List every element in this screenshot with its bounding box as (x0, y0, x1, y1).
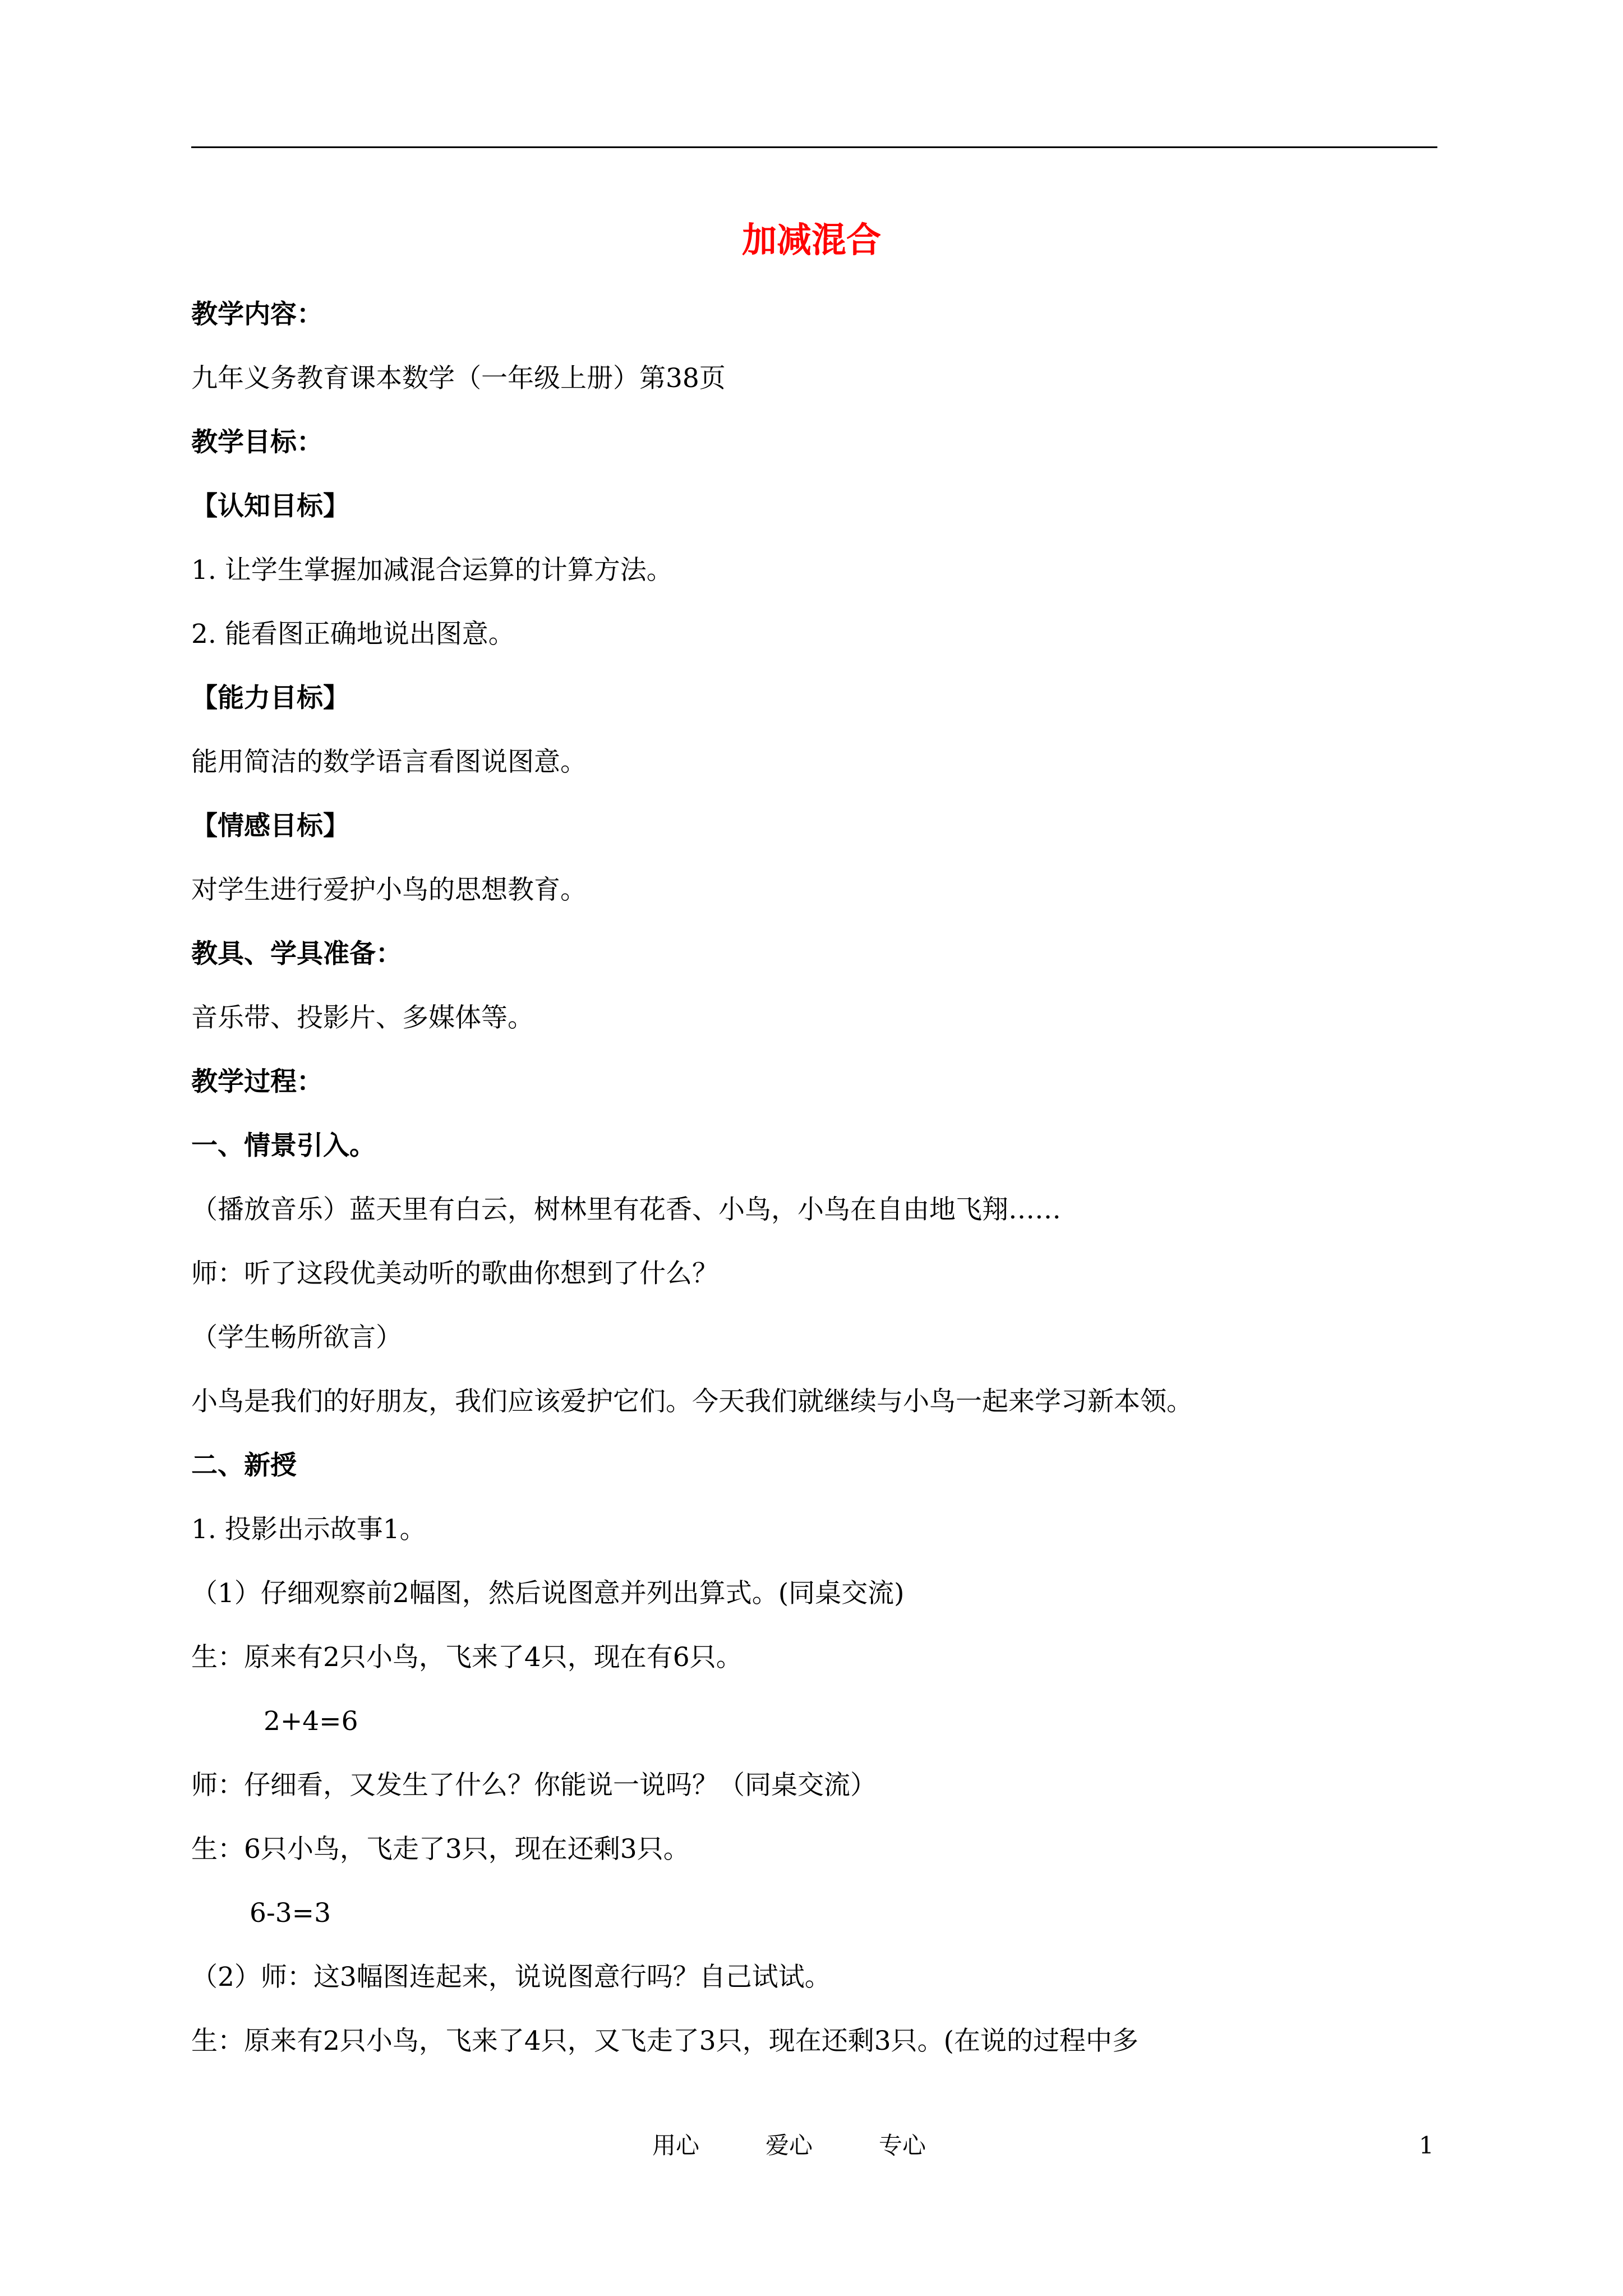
document-title: 加减混合 (741, 219, 881, 260)
list-item-cognitive-2: 2. 能看图正确地说出图意。 (191, 619, 515, 650)
heading-ability-goal: 【能力目标】 (191, 683, 349, 714)
page-number: 1 (1419, 2132, 1434, 2159)
paragraph-student-answer-2: 生：6只小鸟，飞走了3只，现在还剩3只。 (191, 1834, 690, 1865)
heading-teaching-content: 教学内容： (191, 299, 323, 330)
footer-text-left: 用心 (652, 2132, 700, 2159)
paragraph-students-speak: （学生畅所欲言） (191, 1322, 402, 1353)
paragraph-teacher-question: 师：听了这段优美动听的歌曲你想到了什么？ (191, 1258, 718, 1289)
footer-text-middle: 爱心 (766, 2132, 813, 2159)
equation-addition: 2+4=6 (264, 1706, 358, 1737)
paragraph-teacher-question-2: 师：仔细看，又发生了什么？你能说一说吗？（同桌交流） (191, 1770, 877, 1801)
paragraph-birds-friends: 小鸟是我们的好朋友，我们应该爱护它们。今天我们就继续与小鸟一起来学习新本领。 (191, 1386, 1193, 1417)
paragraph-student-answer-3: 生：原来有2只小鸟，飞来了4只，又飞走了3只，现在还剩3只。(在说的过程中多 (191, 2026, 1138, 2056)
paragraph-music-intro: （播放音乐）蓝天里有白云，树林里有花香、小鸟，小鸟在自由地飞翔…… (191, 1194, 1061, 1225)
paragraph-step-2: （2）师：这3幅图连起来，说说图意行吗？自己试试。 (191, 1962, 831, 1993)
paragraph-textbook-reference: 九年义务教育课本数学（一年级上册）第38页 (191, 363, 726, 394)
heading-emotion-goal: 【情感目标】 (191, 811, 349, 841)
heading-section-1: 一、情景引入。 (191, 1130, 376, 1161)
paragraph-ability-goal: 能用简洁的数学语言看图说图意。 (191, 747, 587, 777)
heading-teaching-goals: 教学目标： (191, 427, 323, 458)
footer-text-right: 专心 (879, 2132, 926, 2159)
header-rule (191, 146, 1437, 148)
paragraph-materials: 音乐带、投影片、多媒体等。 (191, 1002, 534, 1033)
paragraph-step-1: （1）仔细观察前2幅图，然后说图意并列出算式。(同桌交流) (191, 1578, 905, 1609)
paragraph-emotion-goal: 对学生进行爱护小鸟的思想教育。 (191, 875, 587, 905)
heading-teaching-process: 教学过程： (191, 1066, 323, 1097)
heading-materials: 教具、学具准备： (191, 938, 402, 969)
heading-section-2: 二、新授 (191, 1450, 297, 1481)
equation-subtraction: 6-3=3 (250, 1898, 331, 1929)
list-item-cognitive-1: 1. 让学生掌握加减混合运算的计算方法。 (191, 555, 673, 586)
heading-cognitive-goal: 【认知目标】 (191, 491, 349, 522)
paragraph-student-answer-1: 生：原来有2只小鸟，飞来了4只，现在有6只。 (191, 1642, 743, 1673)
list-item-story-1: 1. 投影出示故事1。 (191, 1514, 426, 1545)
